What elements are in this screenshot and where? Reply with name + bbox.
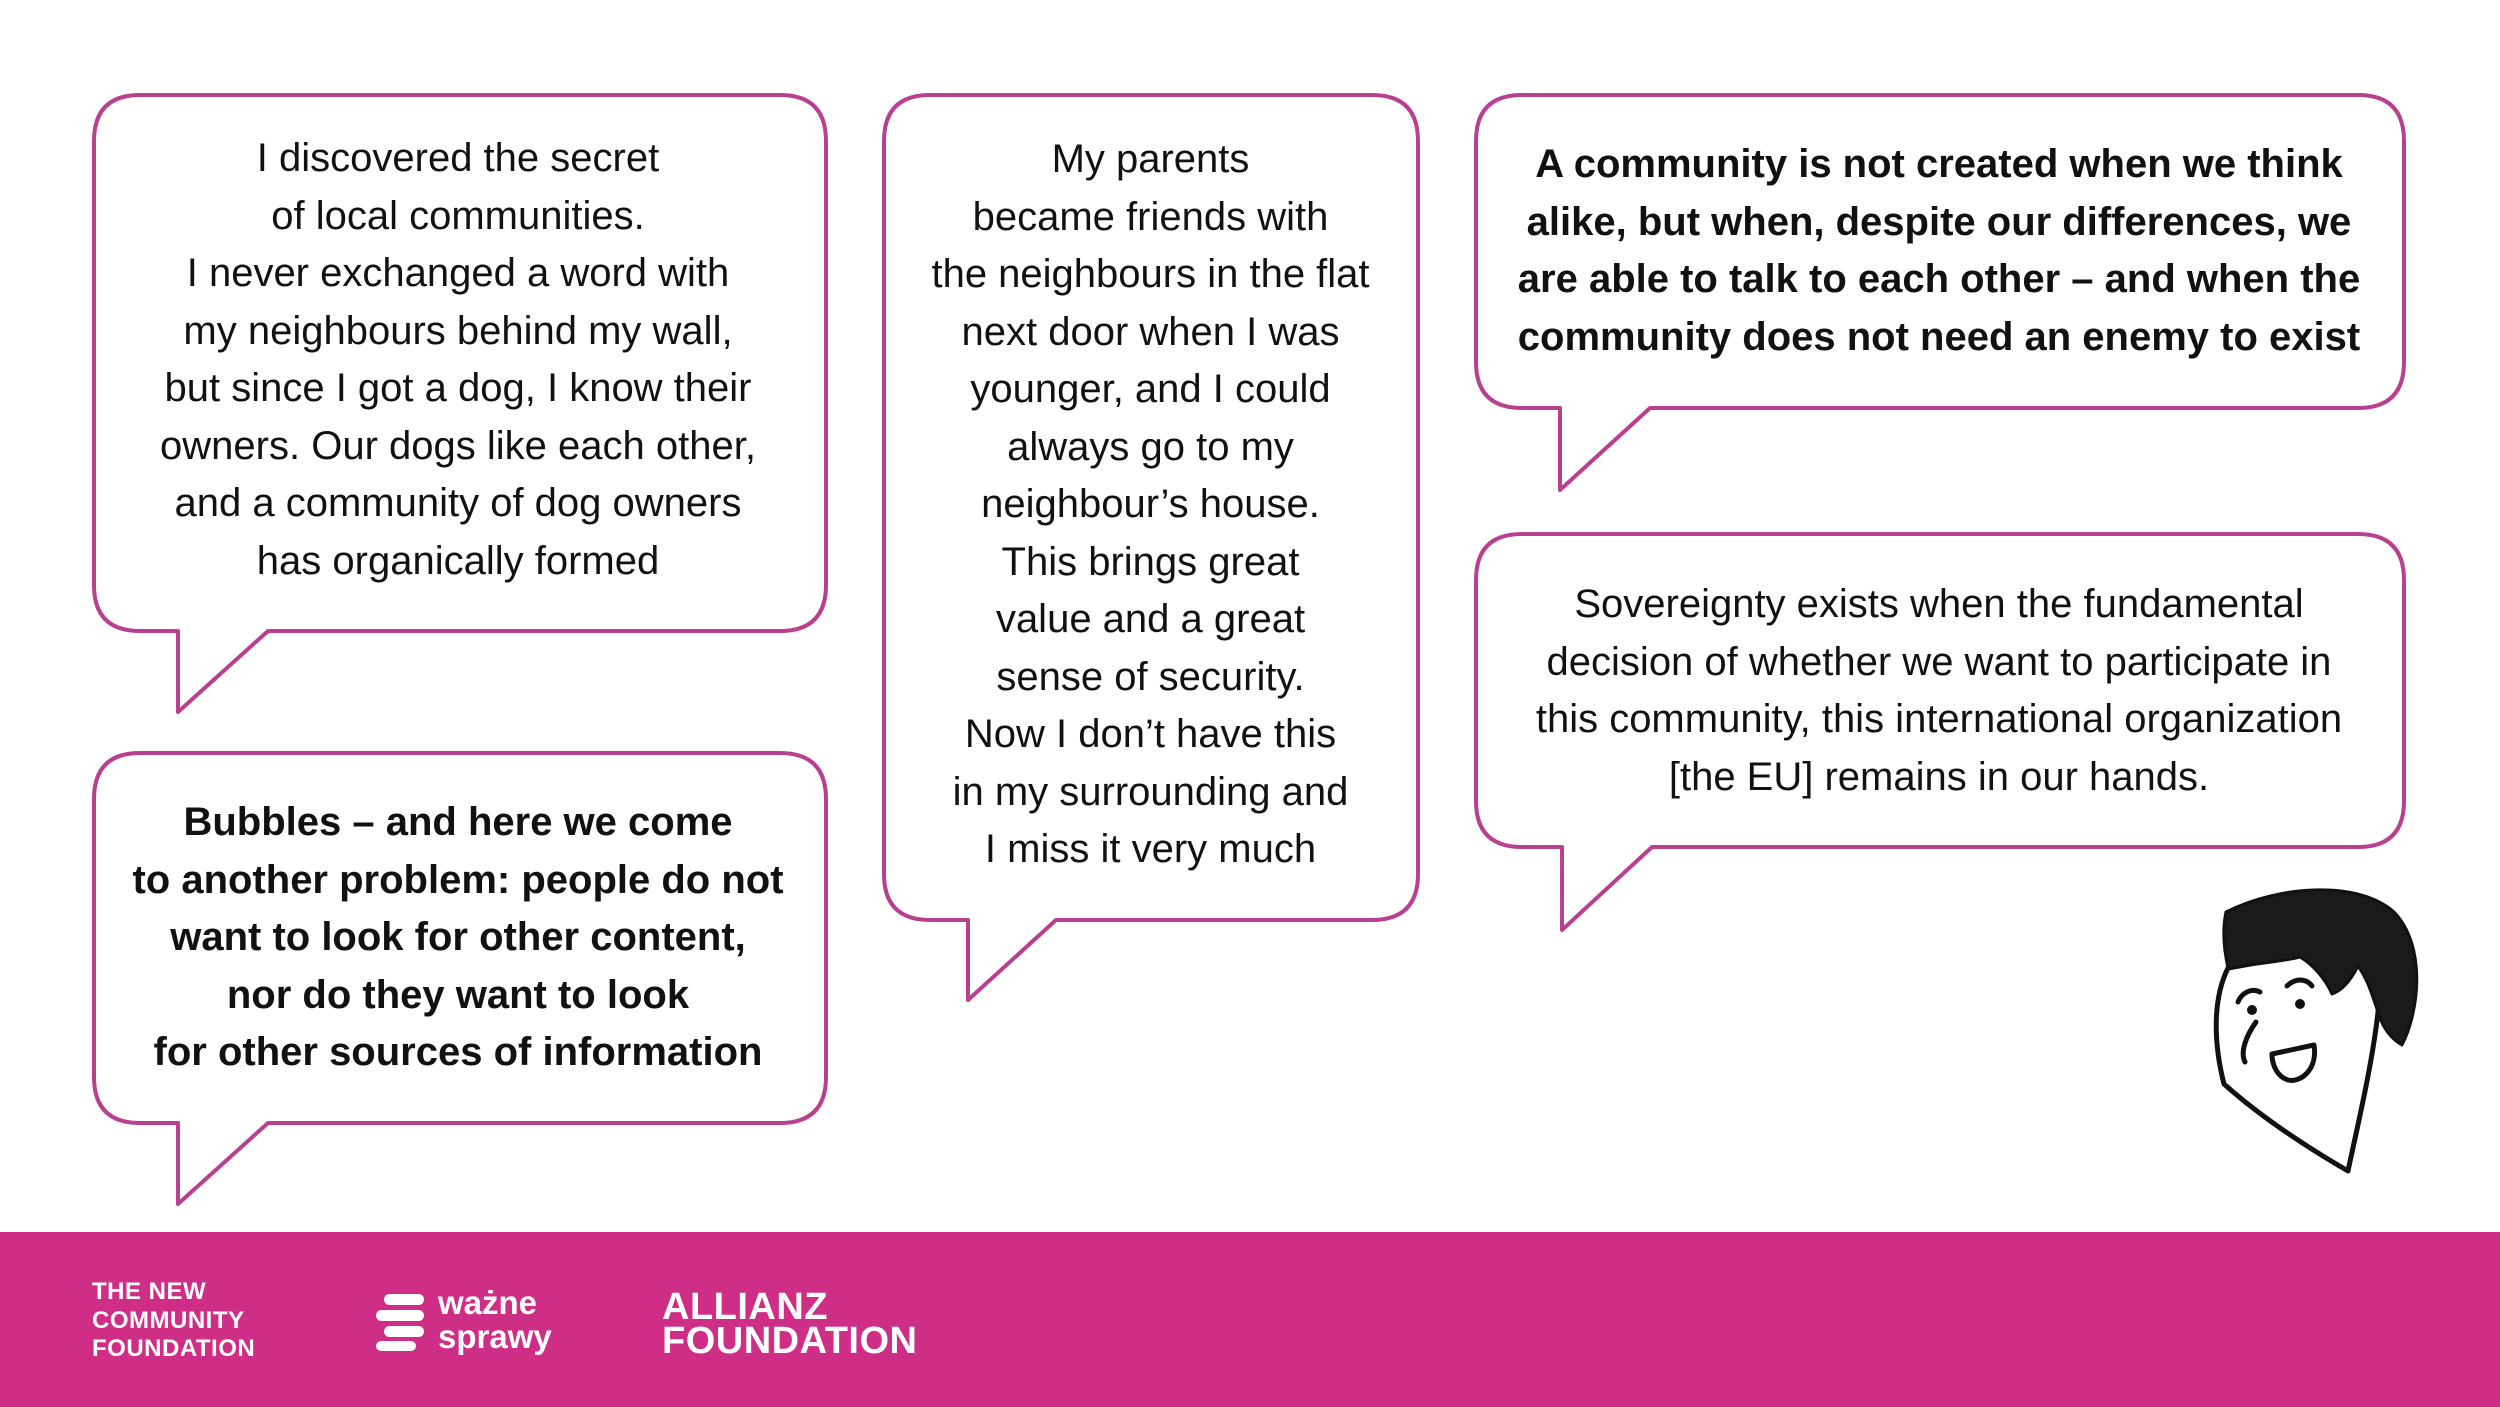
quote-line: always go to my	[1007, 424, 1294, 469]
quote-neighbours-friendship	[883, 95, 1418, 915]
quote-line: and a community of dog owners	[174, 481, 742, 525]
logo-line: COMMUNITY	[92, 1306, 245, 1334]
logo-line: FOUNDATION	[92, 1335, 256, 1362]
quote-line: this community, this international organization	[1535, 697, 2343, 741]
quote-line: value and a great	[995, 597, 1306, 642]
logo-line: sprawy	[438, 1318, 552, 1355]
quote-line: Bubbles – and here we come	[183, 800, 733, 845]
quote-line: Now I don’t have this	[964, 712, 1337, 757]
quote-line: alike, but when, despite our differences, we	[1526, 199, 2352, 244]
quote-information-bubbles	[93, 753, 823, 1123]
footer-bar	[0, 1232, 2500, 1407]
logo-line: FOUNDATION	[662, 1320, 918, 1362]
quote-line: has organically formed	[256, 538, 660, 583]
quote-line: younger, and I could	[970, 367, 1331, 412]
face-illustration-icon	[2216, 890, 2417, 1171]
wazne-sprawy-mark-icon	[376, 1292, 426, 1352]
new-community-foundation-logo	[92, 1278, 255, 1364]
quote-line: to another problem: people do not	[132, 857, 784, 902]
quote-line: neighbour’s house.	[981, 482, 1320, 527]
quote-line: nor do they want to look	[226, 972, 690, 1017]
quote-line: are able to talk to each other – and when the	[1517, 257, 2361, 301]
quote-line: want to look for other content,	[170, 915, 746, 960]
quote-line: the neighbours in the flat	[931, 252, 1370, 297]
quote-dog-owners-community	[93, 95, 823, 625]
logo-line: THE NEW	[92, 1278, 207, 1305]
quote-line: Sovereignty exists when the fundamental	[1574, 582, 2304, 626]
quote-sovereignty	[1475, 536, 2403, 846]
logo-line: ALLIANZ	[662, 1286, 829, 1328]
quote-line: A community is not created when we think	[1535, 142, 2343, 186]
quote-line: community does not need an enemy to exist	[1517, 314, 2361, 359]
quote-line: My parents	[1051, 137, 1250, 182]
quote-line: I never exchanged a word with	[186, 251, 730, 295]
quote-line: for other sources of information	[153, 1030, 763, 1075]
quote-line: in my surrounding and	[952, 769, 1349, 814]
quote-community-definition	[1475, 96, 2403, 406]
quote-line: This brings great	[1001, 539, 1300, 584]
quote-line: sense of security.	[996, 654, 1305, 699]
quote-line: next door when I was	[961, 309, 1340, 354]
quote-line: became friends with	[972, 194, 1329, 239]
quote-line: but since I got a dog, I know their	[164, 366, 752, 410]
quote-line: of local communities.	[271, 193, 645, 238]
quote-line: decision of whether we want to participate in	[1546, 639, 2332, 684]
quote-line: I discovered the secret	[256, 136, 660, 180]
logo-line: ważne	[438, 1284, 538, 1321]
quote-line: [the EU] remains in our hands.	[1668, 754, 2210, 799]
quote-line: my neighbours behind my wall,	[183, 308, 733, 353]
quote-line: owners. Our dogs like each other,	[160, 423, 756, 468]
quote-line: I miss it very much	[984, 827, 1317, 872]
allianz-foundation-logo	[662, 1286, 918, 1362]
